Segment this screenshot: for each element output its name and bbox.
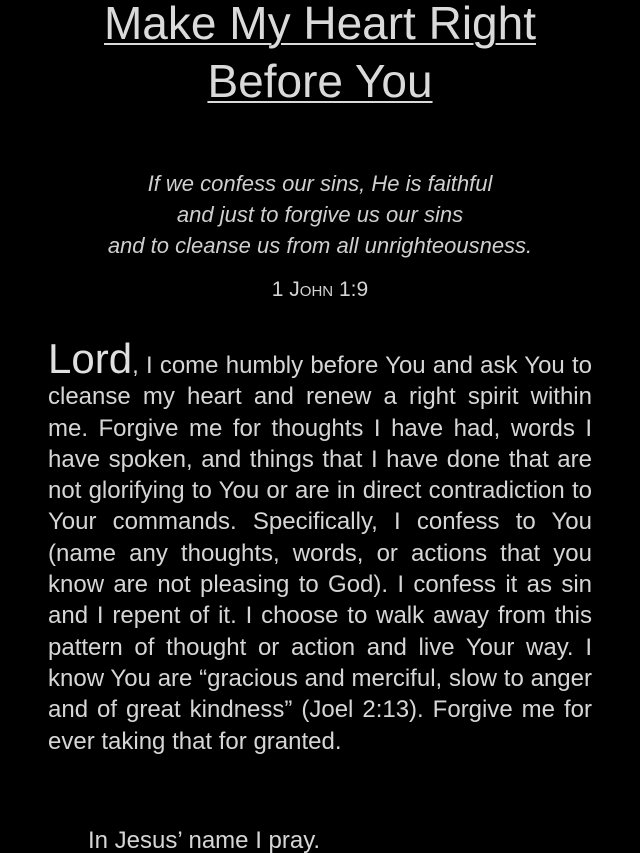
page-title <box>0 0 640 110</box>
verse-line-2: and just to forgive us our sins <box>176 202 464 227</box>
verse-line-1: If we confess our sins, He is faithful <box>147 171 493 196</box>
scripture-verse <box>0 168 640 261</box>
prayer-body: , I come humbly before You and ask You to cleanse my heart and renew a right spirit within me. Forgive me for thoughts I have had, words I have spoken, and things that I have done that are not glorifying to You or are in direct contradiction to Your commands. Specifically, I confess to You (name any thoughts, words, or actions that you know are not pleasing to God). I confess it as sin and I repent of it. I choose to walk away from this pattern of thought or action and live Your way. I know You are “gracious and merciful, slow to anger and of great kindness” (Joel 2:13). Forgive me for ever taking that for granted. <box>48 352 592 755</box>
reference-book: 1 John <box>271 278 334 301</box>
prayer-opening-word: Lord <box>48 335 133 382</box>
title-line-1: Make My Heart Right <box>103 0 536 49</box>
title-line-2: Before You <box>207 55 433 107</box>
prayer-closing: In Jesus’ name I pray. <box>88 827 321 853</box>
prayer-paragraph <box>48 335 592 757</box>
reference-chapter-verse: 1:9 <box>339 278 369 301</box>
verse-line-3: and to cleanse us from all unrighteousness. <box>107 233 533 258</box>
verse-reference <box>0 275 640 305</box>
